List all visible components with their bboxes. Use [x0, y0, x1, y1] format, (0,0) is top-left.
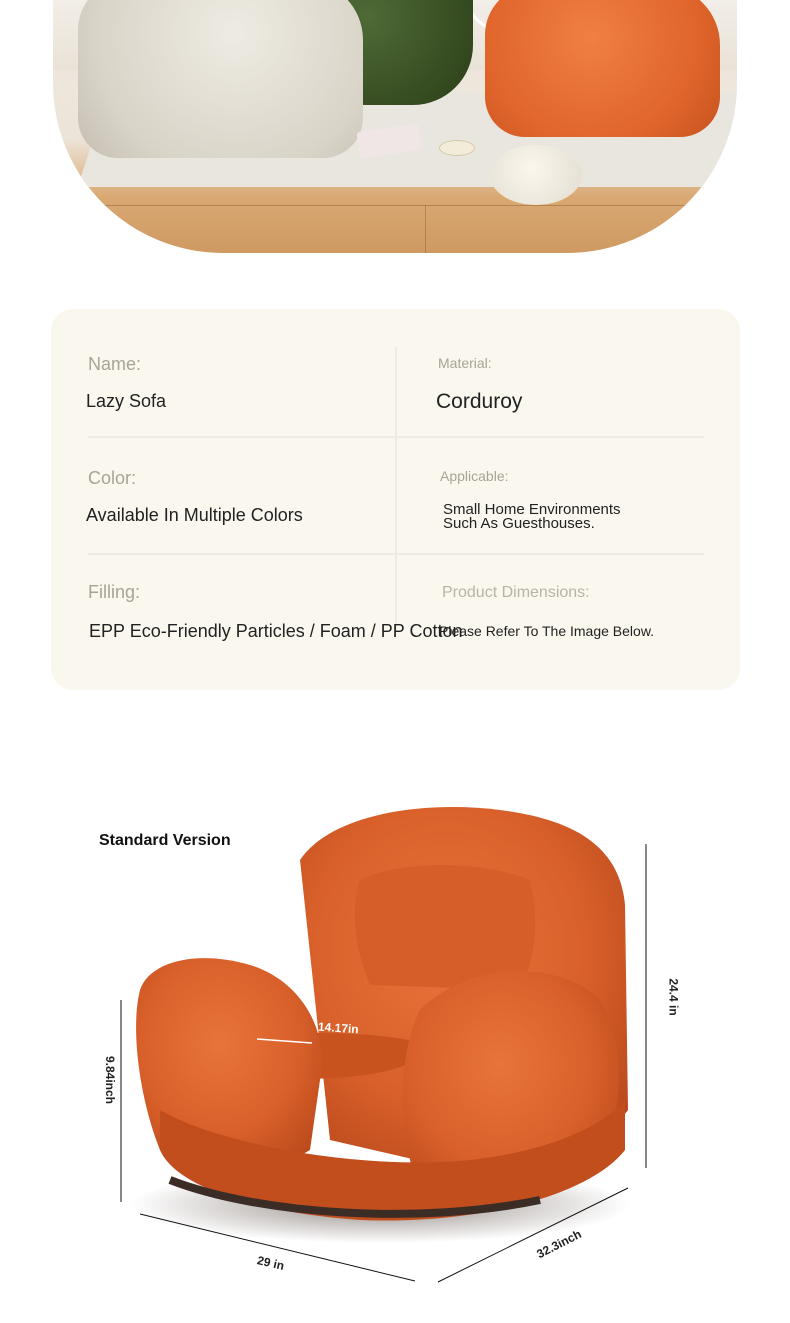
name-value: Lazy Sofa [86, 391, 167, 411]
color-label: Color: [88, 468, 137, 488]
standard-version-title: Standard Version [99, 832, 231, 849]
applicable-label: Applicable: [440, 468, 509, 484]
spec-divider-1 [88, 436, 704, 438]
photo-floor-line [53, 205, 737, 206]
beige-chair [78, 0, 363, 158]
spec-divider-2 [88, 553, 704, 555]
photo-plate [439, 140, 475, 156]
lifestyle-photo [53, 0, 737, 253]
photo-floor-seam [425, 205, 426, 253]
dimensions-value: Please Refer To The Image Below. [439, 623, 655, 639]
spec-divider-vertical [395, 347, 397, 630]
filling-value: EPP Eco-Friendly Particles / Foam / PP Cotton [89, 621, 463, 641]
depth-label: 32.3inch [534, 1226, 584, 1262]
seat-depth-label: 14.17in [317, 1019, 360, 1037]
applicable-value-line2: Such As Guesthouses. [443, 515, 595, 532]
total-height-label: 24.4 in [666, 978, 681, 1016]
seat-height-label: 9.84inch [103, 1055, 118, 1105]
applicable-value [443, 503, 621, 531]
orange-chair [485, 0, 720, 137]
material-value: Corduroy [436, 390, 523, 413]
applicable-value-line1: Small Home Environments [443, 501, 621, 518]
width-label: 29 in [255, 1253, 286, 1273]
flower-cushion [490, 145, 582, 205]
dimensions-label: Product Dimensions: [442, 584, 590, 601]
material-label: Material: [438, 355, 492, 371]
name-label: Name: [88, 354, 142, 374]
color-value: Available In Multiple Colors [86, 505, 303, 525]
spec-card [51, 309, 740, 690]
sofa-backrest-cushion [355, 865, 535, 990]
filling-label: Filling: [88, 582, 141, 602]
